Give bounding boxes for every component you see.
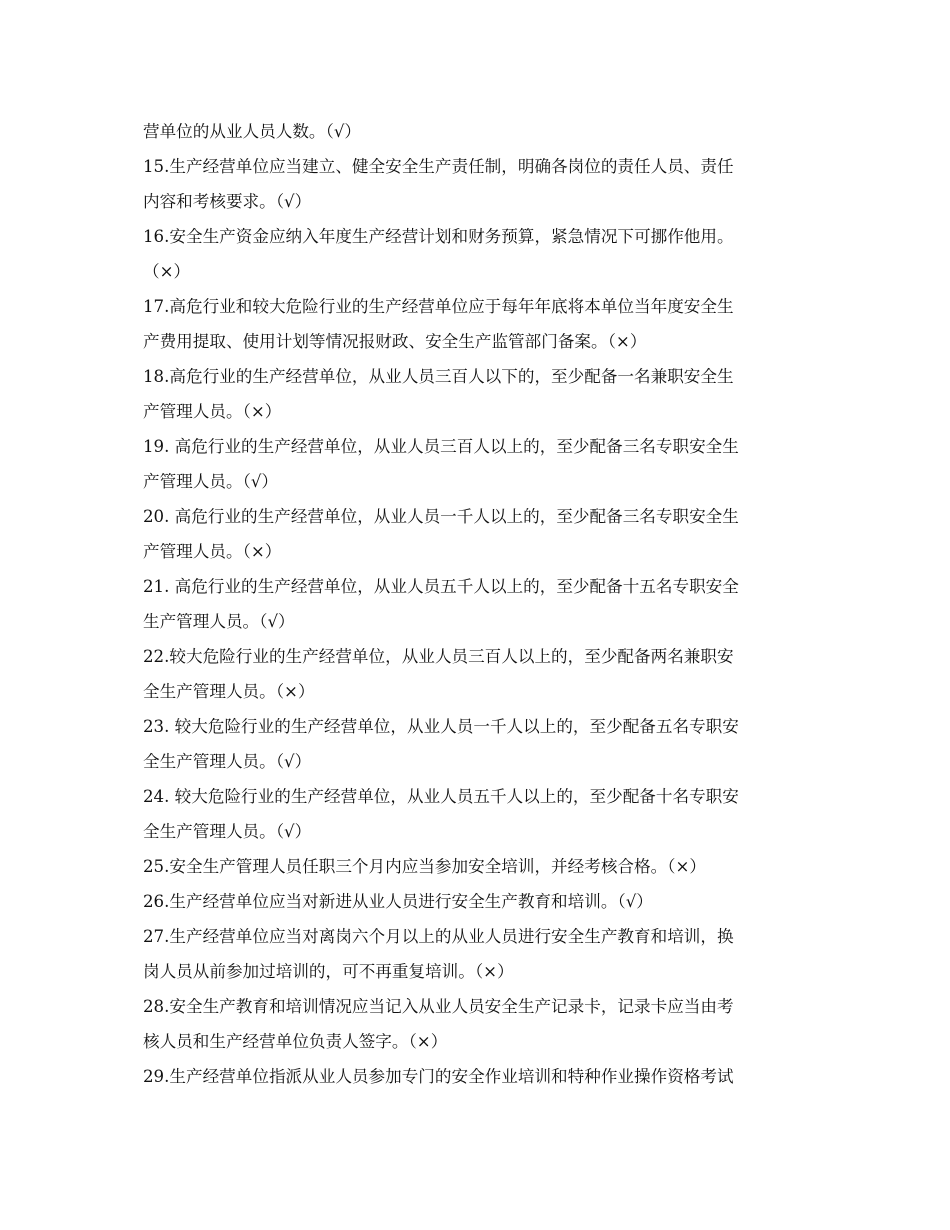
text-line: 15.生产经营单位应当建立、健全安全生产责任制，明确各岗位的责任人员、责任 <box>143 157 734 176</box>
text-line: 19. 高危行业的生产经营单位，从业人员三百人以上的，至少配备三名专职安全生 <box>143 437 739 456</box>
text-line: 21. 高危行业的生产经营单位，从业人员五千人以上的，至少配备十五名专职安全 <box>143 577 739 596</box>
text-line: 28.安全生产教育和培训情况应当记入从业人员安全生产记录卡，记录卡应当由考 <box>143 997 734 1016</box>
text-line: 20. 高危行业的生产经营单位，从业人员一千人以上的，至少配备三名专职安全生 <box>143 507 739 526</box>
text-line: 26.生产经营单位应当对新进从业人员进行安全生产教育和培训。（√） <box>143 892 653 911</box>
text-line: 内容和考核要求。（√） <box>143 192 312 211</box>
text-line: 17.高危行业和较大危险行业的生产经营单位应于每年年底将本单位当年度安全生 <box>143 297 734 316</box>
text-line: 生产管理人员。（√） <box>143 612 295 631</box>
text-line: （×） <box>143 262 191 281</box>
text-line: 产管理人员。（×） <box>143 542 282 561</box>
text-line: 全生产管理人员。（×） <box>143 682 315 701</box>
text-line: 产费用提取、使用计划等情况报财政、安全生产监管部门备案。（×） <box>143 332 647 351</box>
text-line: 全生产管理人员。（√） <box>143 752 312 771</box>
text-line: 岗人员从前参加过培训的，可不再重复培训。（×） <box>143 962 514 981</box>
document-body <box>143 114 815 1094</box>
text-line: 18.高危行业的生产经营单位，从业人员三百人以下的，至少配备一名兼职安全生 <box>143 367 734 386</box>
text-line: 产管理人员。（×） <box>143 402 282 421</box>
text-line: 16.安全生产资金应纳入年度生产经营计划和财务预算，紧急情况下可挪作他用。 <box>143 227 734 246</box>
text-line: 产管理人员。（√） <box>143 472 279 491</box>
text-line: 营单位的从业人员人数。（√） <box>143 122 361 141</box>
text-line: 全生产管理人员。（√） <box>143 822 312 841</box>
text-line: 22.较大危险行业的生产经营单位，从业人员三百人以上的，至少配备两名兼职安 <box>143 647 734 666</box>
text-line: 25.安全生产管理人员任职三个月内应当参加安全培训，并经考核合格。（×） <box>143 857 706 876</box>
text-line: 29.生产经营单位指派从业人员参加专门的安全作业培训和特种作业操作资格考试 <box>143 1067 734 1086</box>
text-line: 24. 较大危险行业的生产经营单位，从业人员五千人以上的，至少配备十名专职安 <box>143 787 739 806</box>
text-line: 27.生产经营单位应当对离岗六个月以上的从业人员进行安全生产教育和培训，换 <box>143 927 734 946</box>
text-line: 核人员和生产经营单位负责人签字。（×） <box>143 1032 448 1051</box>
text-line: 23. 较大危险行业的生产经营单位，从业人员一千人以上的，至少配备五名专职安 <box>143 717 739 736</box>
